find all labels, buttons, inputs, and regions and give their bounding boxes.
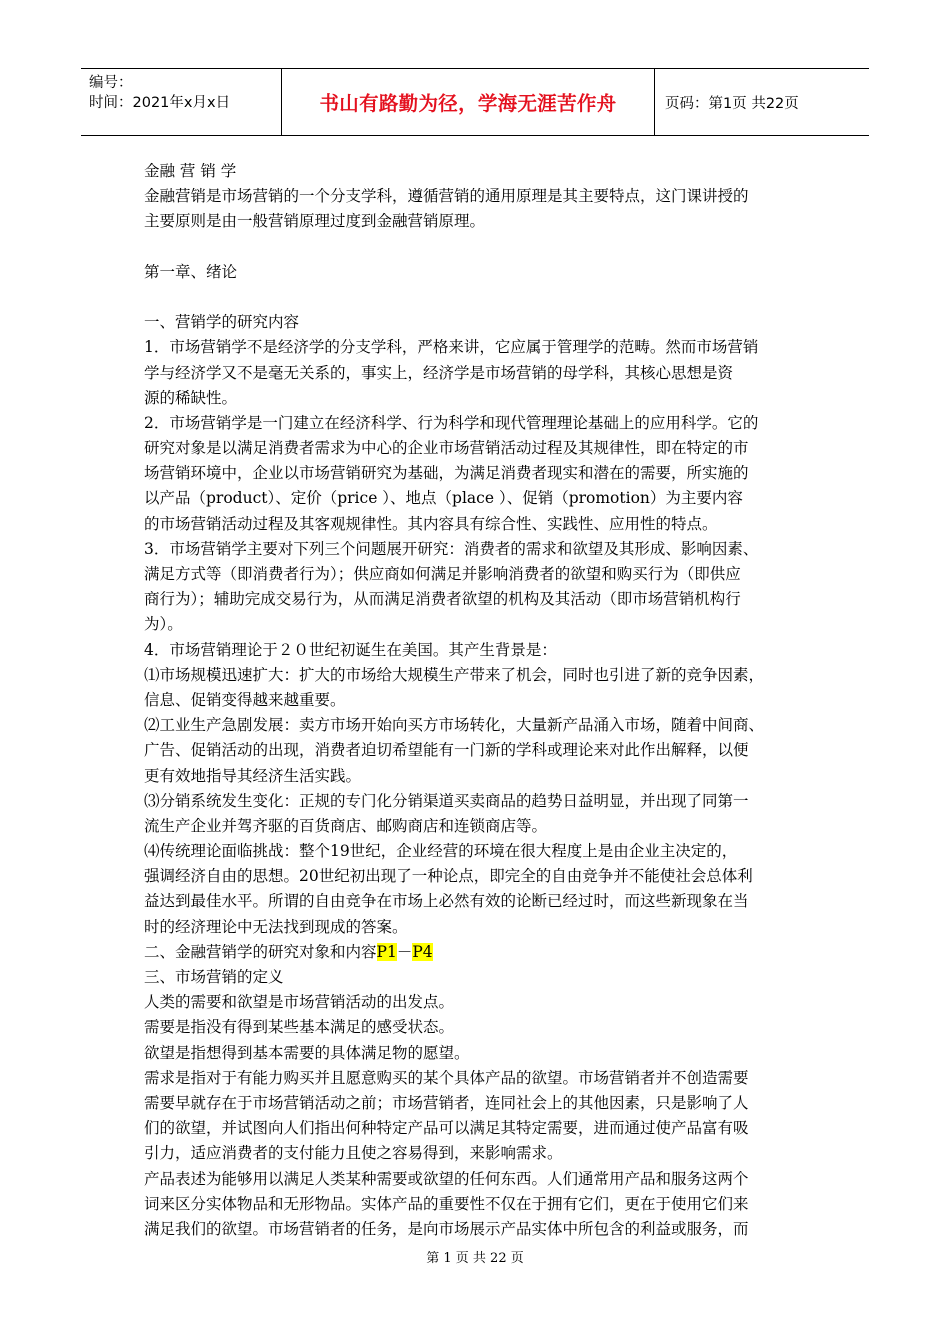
document-body xyxy=(144,159,812,1242)
paragraph-line: 的市场营销活动过程及其客观规律性。其内容具有综合性、实践性、应用性的特点。 xyxy=(144,514,718,533)
paragraph-line: ⑵工业生产急剧发展：卖方市场开始向买方市场转化，大量新产品涌入市场，随着中间商、 xyxy=(144,716,765,735)
chapter-heading: 第一章、绪论 xyxy=(144,262,238,281)
paragraph-line: 们的欲望，并试图向人们指出何种特定产品可以满足其特定需要，进而通过使产品富有吸 xyxy=(144,1119,749,1138)
document-time-label: 时间：2021年x月x日 xyxy=(89,95,231,111)
document-number-label: 编号： xyxy=(89,75,133,91)
paragraph-line: 研究对象是以满足消费者需求为中心的企业市场营销活动过程及其规律性，即在特定的市 xyxy=(144,439,749,458)
intro-line: 主要原则是由一般营销原理过度到金融营销原理。 xyxy=(144,212,486,231)
highlighted-page-ref: P4 xyxy=(412,942,433,961)
paragraph-line: 商行为）；辅助完成交易行为，从而满足消费者欲望的机构及其活动（即市场营销机构行 xyxy=(144,590,741,609)
section-heading: 三、市场营销的定义 xyxy=(144,968,284,986)
paragraph-line: ⑶分销系统发生变化：正规的专门化分销渠道买卖商品的趋势日益明显，并出现了同第一 xyxy=(144,791,749,810)
paragraph-line: 为）。 xyxy=(144,615,183,634)
header-motto: 书山有路勤为径，学海无涯苦作舟 xyxy=(281,69,655,135)
highlighted-page-ref: P1 xyxy=(376,942,397,961)
paragraph-line: 产品表述为能够用以满足人类某种需要或欲望的任何东西。人们通常用产品和服务这两个 xyxy=(144,1169,749,1188)
section-heading: 一、营销学的研究内容 xyxy=(144,313,300,332)
page-header xyxy=(81,68,869,136)
paragraph-line: 强调经济自由的思想。20世纪初出现了一种论点，即完全的自由竞争并不能使社会总体利 xyxy=(144,867,753,886)
paragraph-line: 需求是指对于有能力购买并且愿意购买的某个具体产品的欲望。市场营销者并不创造需要 xyxy=(144,1068,749,1087)
document-title: 金融 营 销 学 xyxy=(144,162,237,180)
paragraph-line: 更有效地指导其经济生活实践。 xyxy=(144,766,362,785)
paragraph-line: 满足我们的欲望。市场营销者的任务，是向市场展示产品实体中所包含的利益或服务，而 xyxy=(144,1219,749,1238)
paragraph-line: 以产品（product）、定价（price ）、地点（place ）、促销（promotion）为主要内容 xyxy=(144,489,743,508)
paragraph-line: 流生产企业并驾齐驱的百货商店、邮购商店和连锁商店等。 xyxy=(144,816,548,835)
paragraph-line: 4．市场营销理论于２０世纪初诞生在美国。其产生背景是： xyxy=(144,640,557,659)
definition-line: 需要是指没有得到某些基本满足的感受状态。 xyxy=(144,1018,455,1037)
paragraph-line: 2．市场营销学是一门建立在经济科学、行为科学和现代管理理论基础上的应用科学。它的 xyxy=(144,413,759,432)
section-heading-text: 二、金融营销学的研究对象和内容 xyxy=(144,942,377,961)
spacer xyxy=(144,235,812,260)
definition-line: 欲望是指想得到基本需要的具体满足物的愿望。 xyxy=(144,1043,470,1062)
paragraph-line: 引力，适应消费者的支付能力且使之容易得到，来影响需求。 xyxy=(144,1144,563,1163)
paragraph-line: 广告、促销活动的出现，消费者迫切希望能有一门新的学科或理论来对此作出解释，以便 xyxy=(144,741,749,760)
intro-line: 金融营销是市场营销的一个分支学科，遵循营销的通用原理是其主要特点，这门课讲授的 xyxy=(144,187,749,206)
page-footer: 第 1 页 共 22 页 xyxy=(426,1251,524,1266)
paragraph-line: 信息、促销变得越来越重要。 xyxy=(144,690,346,709)
header-page-info: 页码：第1页 共22页 xyxy=(665,95,799,112)
paragraph-line: 1．市场营销学不是经济学的分支学科，严格来讲，它应属于管理学的范畴。然而市场营销 xyxy=(144,338,759,357)
paragraph-line: 源的稀缺性。 xyxy=(144,388,238,407)
definition-line: 人类的需要和欲望是市场营销活动的出发点。 xyxy=(144,993,455,1012)
page-ref-dash: － xyxy=(396,942,413,961)
paragraph-line: 满足方式等（即消费者行为）；供应商如何满足并影响消费者的欲望和购买行为（即供应 xyxy=(144,565,741,583)
paragraph-line: 学与经济学又不是毫无关系的，事实上，经济学是市场营销的母学科，其核心思想是资 xyxy=(144,363,734,382)
paragraph-line: 时的经济理论中无法找到现成的答案。 xyxy=(144,917,408,936)
spacer xyxy=(144,285,812,310)
header-meta xyxy=(81,69,281,135)
paragraph-line: 益达到最佳水平。所谓的自由竞争在市场上必然有效的论断已经过时，而这些新现象在当 xyxy=(144,892,749,911)
paragraph-line: 需要早就存在于市场营销活动之前；市场营销者，连同社会上的其他因素，只是影响了人 xyxy=(144,1093,749,1112)
section-heading xyxy=(144,940,812,965)
paragraph-line: 3．市场营销学主要对下列三个问题展开研究：消费者的需求和欲望及其形成、影响因素、 xyxy=(144,539,759,558)
paragraph-line: ⑷传统理论面临挑战：整个19世纪，企业经营的环境在很大程度上是由企业主决定的， xyxy=(144,842,738,861)
paragraph-line: 场营销环境中，企业以市场营销研究为基础，为满足消费者现实和潜在的需要，所实施的 xyxy=(144,464,749,483)
paragraph-line: 词来区分实体物品和无形物品。实体产品的重要性不仅在于拥有它们，更在于使用它们来 xyxy=(144,1194,749,1213)
paragraph-line: ⑴市场规模迅速扩大：扩大的市场给大规模生产带来了机会，同时也引进了新的竞争因素， xyxy=(144,665,765,684)
